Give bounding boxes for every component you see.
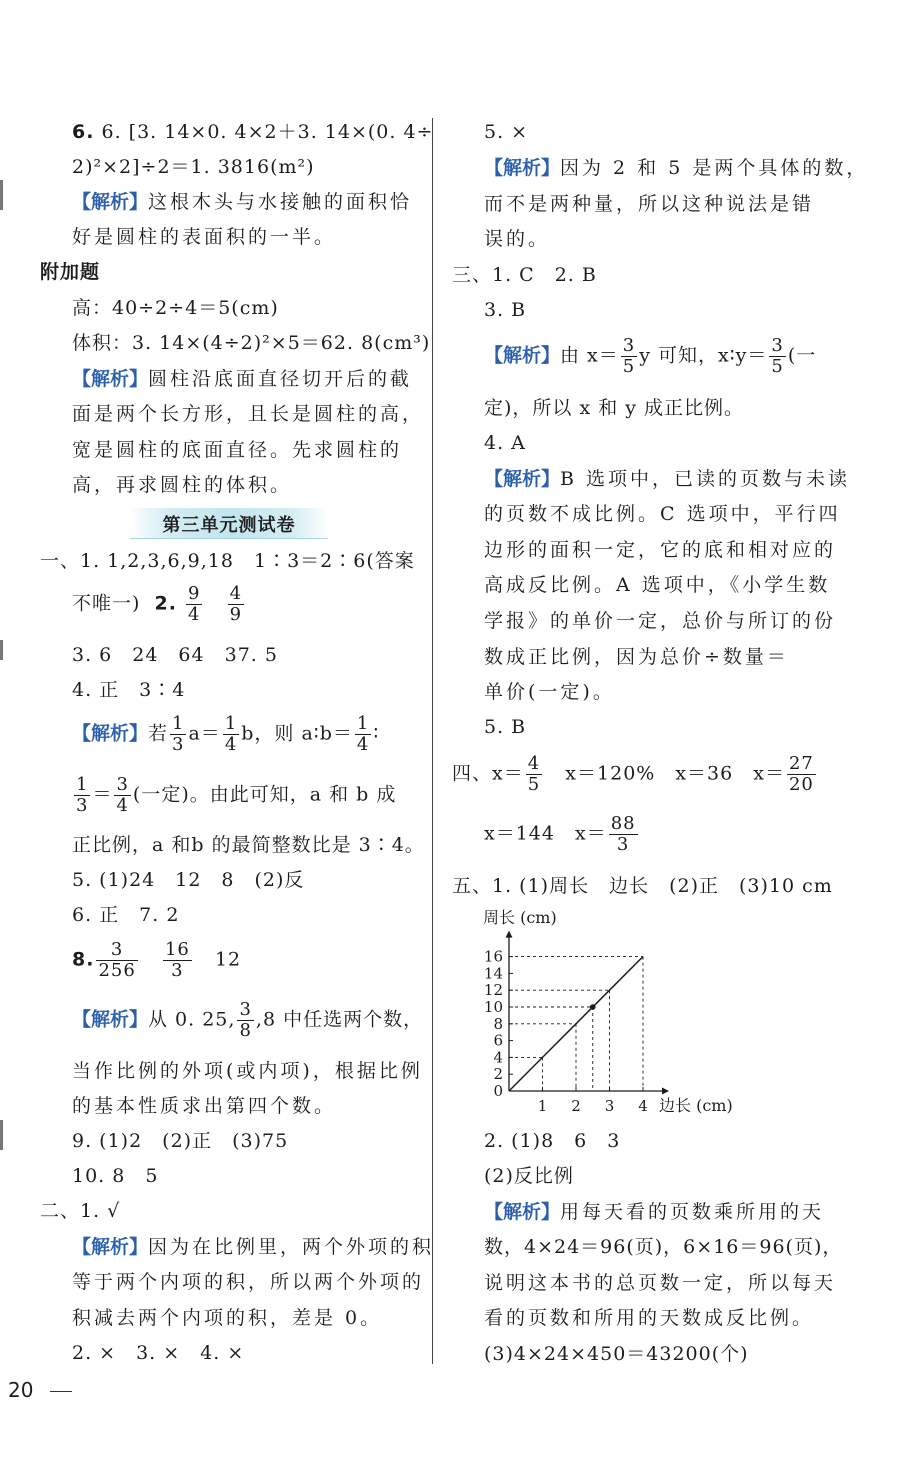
s2-q1-analysis-l3: 积减去两个内项的积，差是 0。: [72, 1307, 383, 1329]
s5-q2-analysis: 【解析】用每天看的页数乘所用的天: [484, 1201, 825, 1223]
s3-q4-analysis-l3: 边形的面积一定，它的底和相对应的: [484, 539, 837, 561]
y-tick-label: 2: [493, 1065, 503, 1084]
fraction: $\frac{1}{4}$: [356, 713, 370, 755]
data-point: [590, 1004, 596, 1010]
page-number: 20: [8, 1378, 34, 1402]
fraction: $\frac{4}{9}$: [229, 583, 243, 625]
s1-q8-analysis: 【解析】从 0. 25, $\frac{3}{8}$ ,8 中任选两个数，: [72, 999, 424, 1041]
s5-q2-analysis-l4: 看的页数和所用的天数成反比例。: [484, 1307, 815, 1329]
s5-q1: 五、1. (1)周长 边长 (2)正 (3)10 cm: [452, 875, 833, 897]
fraction: $\frac{1}{3}$: [76, 774, 89, 816]
s2-q5: 5. ×: [484, 121, 529, 143]
fraction: $\frac{3}{256}$: [98, 939, 136, 981]
bonus-analysis-l3: 宽是圆柱的底面直径。先求圆柱的: [72, 439, 403, 461]
s1-q8-analysis-l3: 的基本性质求出第四个数。: [72, 1095, 337, 1117]
s3-q4: 4. A: [484, 432, 526, 454]
y-tick-label: 6: [493, 1031, 503, 1050]
fraction: $\frac{27}{20}$: [788, 753, 814, 795]
q6-analysis-line2: 好是圆柱的表面积的一半。: [72, 226, 337, 248]
s1-q4-analysis: 【解析】若 $\frac{1}{3}$ a＝ $\frac{1}{4}$ b，则 a∶b＝ $\frac{1}{4}$ ∶: [72, 713, 380, 755]
s5-q2-analysis-l3: 说明这本书的总页数一定，所以每天: [484, 1272, 837, 1294]
s2-q5-analysis-l2: 而不是两种量，所以这种说法是错: [484, 193, 815, 215]
s1-q9: 9. (1)2 (2)正 (3)75: [72, 1130, 289, 1152]
s1-q4: 4. 正 3∶4: [72, 679, 186, 701]
s1-q5: 5. (1)24 12 8 (2)反: [72, 869, 305, 891]
s1-q4-analysis-l3: 正比例，a 和b 的最简整数比是 3∶4。: [72, 834, 425, 856]
margin-mark: [0, 180, 3, 210]
s3-q5: 5. B: [484, 716, 527, 738]
fraction: $\frac{9}{4}$: [188, 583, 201, 625]
x-tick-label: 2: [571, 1097, 581, 1115]
margin-mark: [0, 1120, 3, 1150]
s2-q1-analysis-l2: 等于两个内项的积，所以两个外项的: [72, 1271, 425, 1293]
bonus-height: 高：40÷2÷4＝5(cm): [72, 297, 279, 319]
fraction: $\frac{3}{5}$: [622, 335, 636, 377]
y-tick-label: 14: [483, 964, 503, 983]
s4-line1: 四、x＝ $\frac{4}{5}$ x＝120% x＝36 x＝ $\frac{27}{20}$: [452, 753, 814, 795]
y-tick-label: 4: [493, 1048, 503, 1067]
s3-q3-analysis-l2: 定)，所以 x 和 y 成正比例。: [484, 397, 745, 419]
s2-q5-analysis: 【解析】因为 2 和 5 是两个具体的数，: [484, 157, 869, 179]
fraction: $\frac{1}{3}$: [172, 713, 185, 755]
q6-line1: 6. 6. [3. 14×0. 4×2＋3. 14×(0. 4÷: [72, 121, 434, 143]
x-tick-label: 3: [604, 1097, 615, 1115]
unit-title-banner: [130, 508, 328, 539]
y-tick-label: 12: [483, 981, 503, 1000]
y-tick-label: 8: [493, 1014, 503, 1033]
s3-q4-analysis-l4: 高成反比例。A 选项中，《小学生数: [484, 574, 831, 596]
q6-line2: 2)²×2]÷2＝1. 3816(m²): [72, 156, 315, 178]
unit-title: 第三单元测试卷: [162, 515, 296, 536]
perimeter-chart: [478, 903, 778, 1118]
bonus-analysis: 【解析】圆柱沿底面直径切开后的截: [72, 368, 413, 390]
y-tick-label: 16: [483, 947, 503, 966]
s5-q2: 2. (1)8 6 3: [484, 1130, 621, 1152]
s5-q2-part3: (3)4×24×450＝43200(个): [484, 1343, 749, 1365]
q6-analysis: 【解析】这根木头与水接触的面积恰: [72, 191, 413, 213]
fraction: $\frac{3}{5}$: [771, 335, 784, 377]
fraction: $\frac{88}{3}$: [610, 813, 636, 855]
fraction: $\frac{3}{4}$: [116, 774, 129, 816]
s3-q1-q2: 三、1. C 2. B: [452, 264, 597, 286]
s2-q2-to-q4: 2. × 3. × 4. ×: [72, 1342, 245, 1364]
y-tick-label: 0: [493, 1082, 503, 1100]
s3-q4-analysis-l7: 单价(一定)。: [484, 681, 615, 703]
s3-q4-analysis-l5: 学报》的单价一定，总价与所订的份: [484, 610, 837, 632]
s1-q3: 3. 6 24 64 37. 5: [72, 644, 278, 666]
y-tick-label: 10: [483, 998, 503, 1016]
s3-q3-analysis: 【解析】由 x＝ $\frac{3}{5}$ y 可知，x∶y＝ $\frac{3}{5}$ (一: [484, 335, 817, 377]
s5-q2-part2: (2)反比例: [484, 1165, 574, 1187]
fraction: $\frac{1}{4}$: [224, 713, 238, 755]
s3-q3: 3. B: [484, 299, 527, 321]
bonus-volume: 体积：3. 14×(4÷2)²×5＝62. 8(cm³): [72, 332, 431, 354]
s1-q8: 8. $\frac{3}{256}$ $\frac{16}{3}$ 12: [72, 939, 242, 981]
x-tick-label: 1: [537, 1097, 548, 1115]
column-divider: [432, 118, 433, 1364]
fraction: $\frac{16}{3}$: [164, 939, 190, 981]
bonus-analysis-l4: 高，再求圆柱的体积。: [72, 474, 293, 496]
s1-q1: 一、1. 1,2,3,6,9,18 1∶3＝2∶6(答案: [40, 550, 415, 572]
s2-q1: 二、1. √: [40, 1200, 121, 1222]
y-axis-arrow: [506, 931, 513, 938]
x-tick-label: 4: [638, 1097, 648, 1115]
fraction: $\frac{4}{5}$: [527, 753, 541, 795]
s1-q10: 10. 8 5: [72, 1165, 159, 1187]
s1-q8-analysis-l2: 当作比例的外项(或内项)，根据比例: [72, 1060, 423, 1082]
bonus-analysis-l2: 面是两个长方形，且长是圆柱的高，: [72, 403, 425, 425]
s2-q1-analysis: 【解析】因为在比例里，两个外项的积: [72, 1236, 435, 1258]
s1-q6-q7: 6. 正 7. 2: [72, 904, 180, 926]
s3-q4-analysis-l2: 的页数不成比例。C 选项中，平行四: [484, 503, 841, 525]
s3-q4-analysis: 【解析】B 选项中，已读的页数与未读: [484, 468, 851, 490]
s1-q4-analysis-l2: $\frac{1}{3}$ ＝ $\frac{3}{4}$ (一定)。由此可知，a 和 b 成: [76, 774, 397, 816]
bonus-title: 附加题: [40, 261, 101, 283]
s3-q4-analysis-l6: 数成正比例，因为总价÷数量＝: [484, 646, 789, 668]
s4-line2: x＝144 x＝ $\frac{88}{3}$: [484, 813, 636, 855]
x-axis-arrow: [662, 1088, 669, 1095]
page-number-dash: [50, 1391, 72, 1392]
fraction: $\frac{3}{8}$: [239, 999, 252, 1041]
x-axis-title: 边长 (cm): [659, 1096, 733, 1115]
y-axis-title: 周长 (cm): [483, 908, 557, 927]
s1-q1-q2: 不唯一) 2. $\frac{9}{4}$ $\frac{4}{9}$: [72, 583, 243, 625]
margin-mark: [0, 640, 3, 660]
s5-q2-analysis-l2: 数，4×24＝96(页)，6×16＝96(页)，: [484, 1236, 843, 1258]
s2-q5-analysis-l3: 误的。: [484, 228, 551, 250]
